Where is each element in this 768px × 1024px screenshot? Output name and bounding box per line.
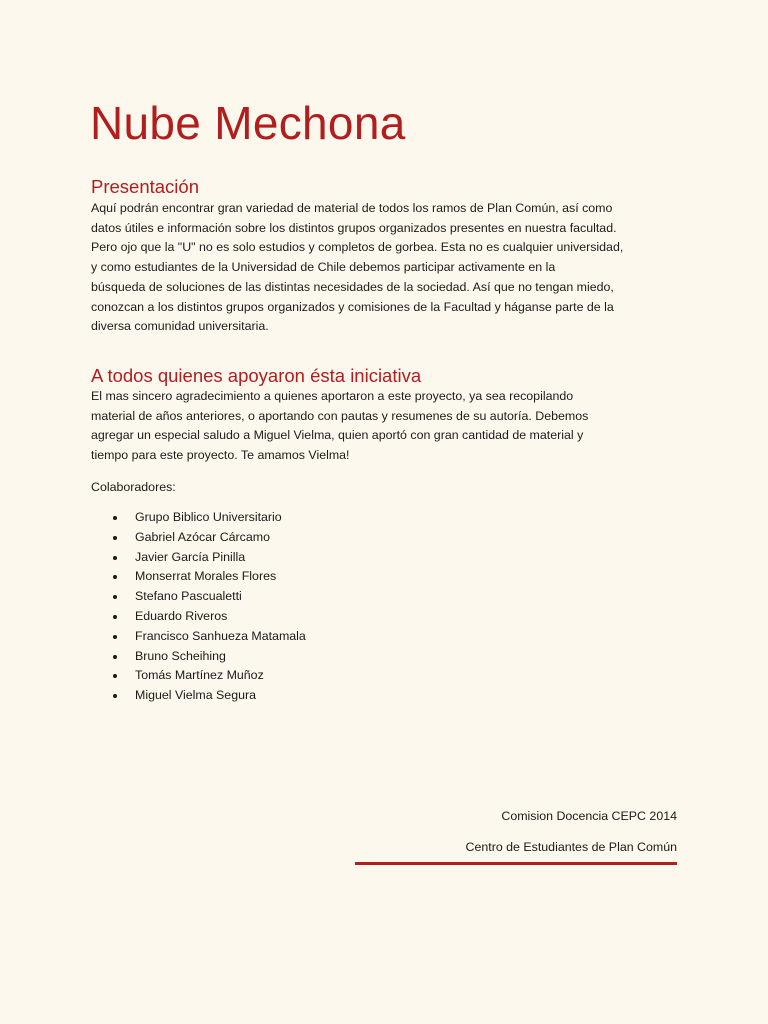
colaborador-name: Gabriel Azócar Cárcamo xyxy=(135,529,270,544)
list-item xyxy=(91,666,491,686)
footer-commission: Comision Docencia CEPC 2014 xyxy=(501,809,677,823)
list-item xyxy=(91,528,491,548)
document-title: Nube Mechona xyxy=(90,97,406,149)
colaborador-name: Eduardo Riveros xyxy=(135,608,228,623)
presentacion-line: búsqueda de soluciones de las distintas necesidades de la sociedad. Así que no tengan miedo, xyxy=(91,279,614,294)
list-item xyxy=(91,567,491,587)
bullet-icon xyxy=(113,516,117,520)
presentacion-line: y como estudiantes de la Universidad de Chile debemos participar activamente en la xyxy=(91,260,556,275)
colaborador-name: Bruno Scheihing xyxy=(135,648,226,663)
colaborador-name: Javier García Pinilla xyxy=(135,549,246,564)
presentacion-heading: Presentación xyxy=(91,176,199,197)
list-item xyxy=(91,587,491,607)
presentacion-line: datos útiles e información sobre los distintos grupos organizados presentes en nuestra facultad. xyxy=(91,220,617,235)
colaborador-name: Miguel Vielma Segura xyxy=(135,688,256,703)
presentacion-line: Pero ojo que la "U" no es solo estudios y completos de gorbea. Esta no es cualquier universidad, xyxy=(91,240,624,255)
list-item xyxy=(91,548,491,568)
bullet-icon xyxy=(113,694,117,698)
agradecimiento-paragraph xyxy=(91,387,691,466)
list-item xyxy=(91,607,491,627)
presentacion-paragraph xyxy=(91,199,691,337)
agradecimiento-line: El mas sincero agradecimiento a quienes aportaron a este proyecto, ya sea recopilando xyxy=(91,389,574,403)
colaborador-name: Francisco Sanhueza Matamala xyxy=(135,628,306,643)
bullet-icon xyxy=(113,615,117,619)
bullet-icon xyxy=(113,595,117,599)
list-item xyxy=(91,627,491,647)
bullet-icon xyxy=(113,556,117,560)
presentacion-line: Aquí podrán encontrar gran variedad de material de todos los ramos de Plan Común, así como xyxy=(91,201,613,215)
agradecimiento-heading: A todos quienes apoyaron ésta iniciativa xyxy=(91,365,422,386)
colaboradores-label: Colaboradores: xyxy=(91,480,176,494)
agradecimiento-line: tiempo para este proyecto. Te amamos Vielma! xyxy=(91,448,350,463)
colaboradores-list xyxy=(91,508,491,706)
bullet-icon xyxy=(113,674,117,678)
presentacion-line: diversa comunidad universitaria. xyxy=(91,319,269,334)
bullet-icon xyxy=(113,635,117,639)
agradecimiento-line: material de años anteriores, o aportando con pautas y resumenes de su autoría. Debemos xyxy=(91,408,589,423)
colaborador-name: Tomás Martínez Muñoz xyxy=(135,668,264,683)
footer-divider xyxy=(355,862,677,865)
bullet-icon xyxy=(113,655,117,659)
agradecimiento-line: agregar un especial saludo a Miguel Vielma, quien aportó con gran cantidad de material y xyxy=(91,428,584,443)
list-item xyxy=(91,508,491,528)
colaborador-name: Stefano Pascualetti xyxy=(135,589,242,604)
bullet-icon xyxy=(113,575,117,579)
colaborador-name: Monserrat Morales Flores xyxy=(135,569,277,584)
footer-center: Centro de Estudiantes de Plan Común xyxy=(465,840,677,854)
list-item xyxy=(91,686,491,706)
presentacion-line: conozcan a los distintos grupos organizados y comisiones de la Facultad y háganse parte de la xyxy=(91,299,614,314)
list-item xyxy=(91,647,491,667)
bullet-icon xyxy=(113,536,117,540)
colaborador-name: Grupo Biblico Universitario xyxy=(135,510,282,524)
